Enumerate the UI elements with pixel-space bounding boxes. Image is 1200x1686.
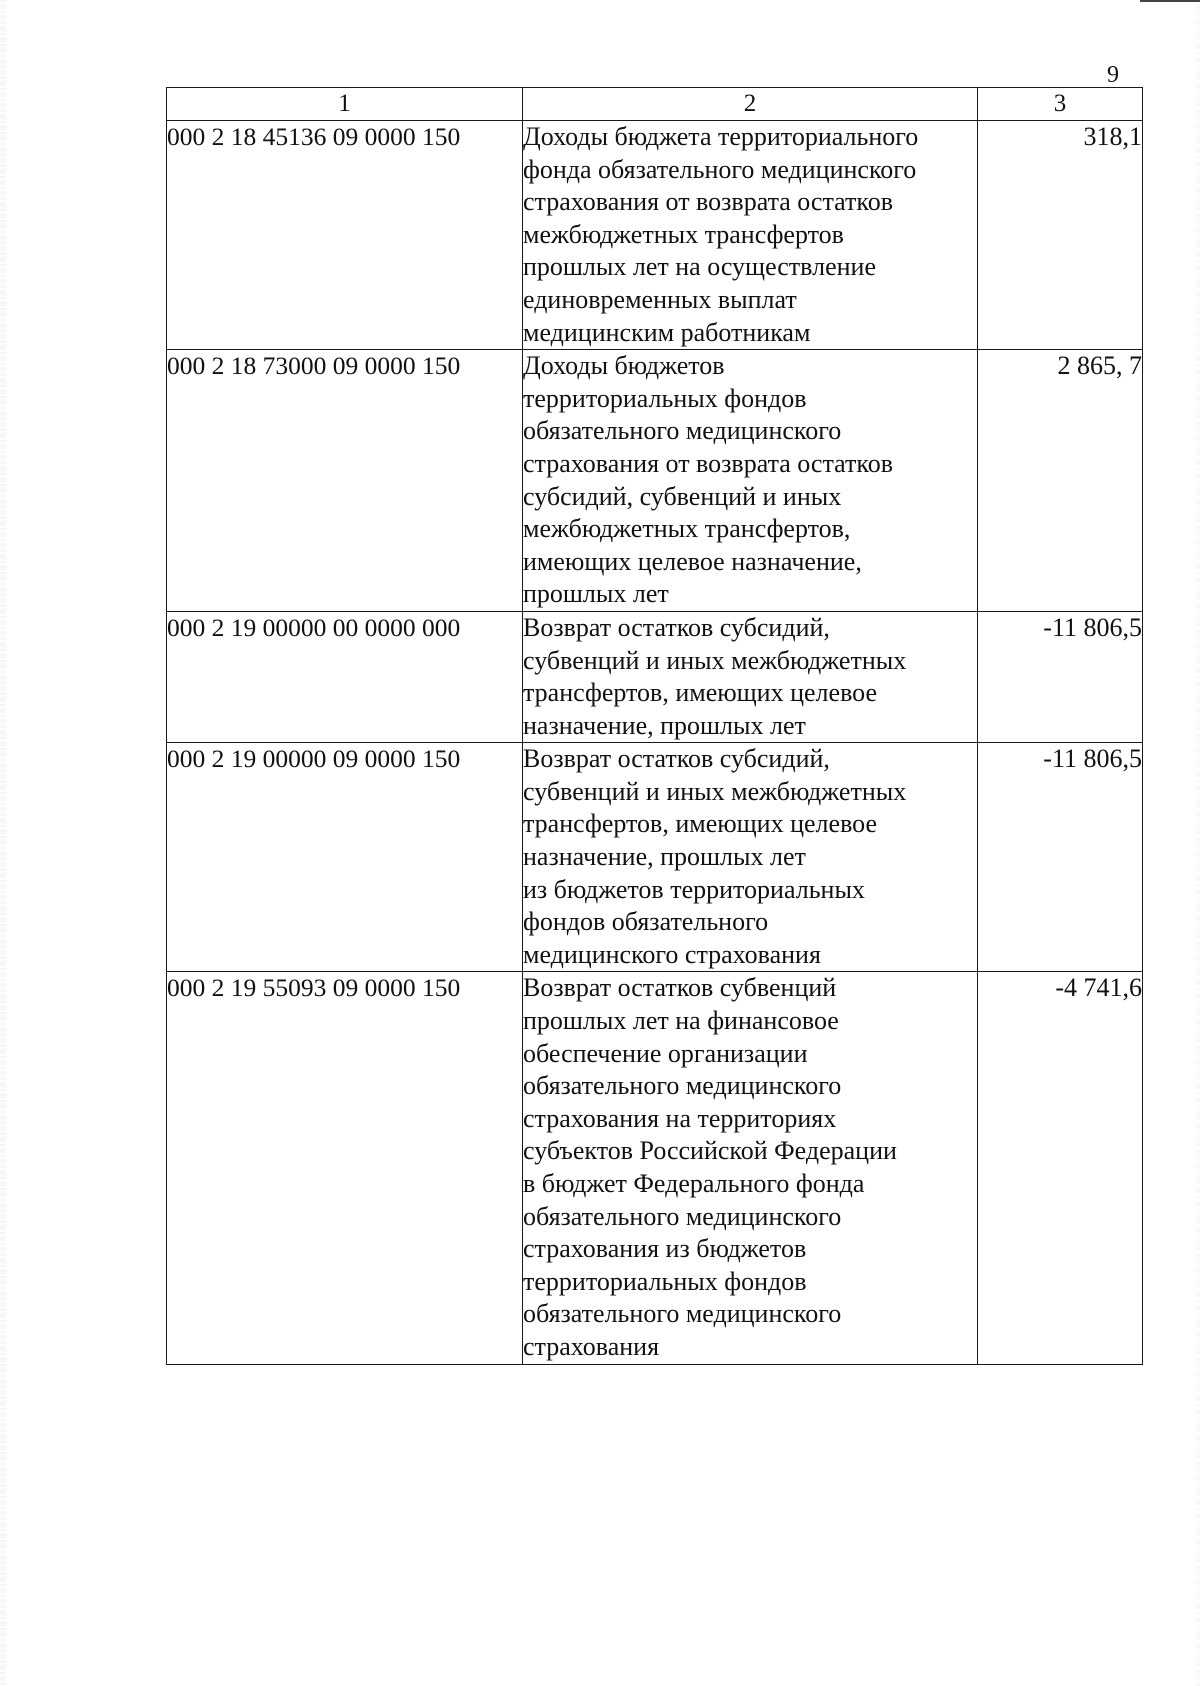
row-description — [523, 350, 978, 612]
description-line: Возврат остатков субсидий, — [523, 744, 830, 774]
description-line: страхования от возврата остатков — [523, 448, 893, 478]
description-line: межбюджетных трансфертов — [523, 219, 844, 249]
description-line: Возврат остатков субсидий, — [523, 612, 830, 642]
row-amount: -4 741,6 — [978, 972, 1143, 1364]
description-line: прошлых лет — [523, 579, 669, 609]
row-amount: -11 806,5 — [978, 743, 1143, 972]
description-line: фонда обязательного медицинского — [523, 154, 917, 184]
table-row — [167, 743, 1143, 972]
description-line: страхования — [523, 1331, 660, 1361]
description-line: назначение, прошлых лет — [523, 842, 806, 872]
description-line: субъектов Российской Федерации — [523, 1136, 897, 1166]
scan-corner-mark — [1140, 0, 1200, 2]
column-header-description: 2 — [523, 88, 978, 121]
table-row — [167, 611, 1143, 742]
column-header-amount: 3 — [978, 88, 1143, 121]
row-description — [523, 972, 978, 1364]
table-row — [167, 121, 1143, 350]
description-line: страхования на территориях — [523, 1103, 837, 1133]
row-amount: 318,1 — [978, 121, 1143, 350]
description-line: субвенций и иных межбюджетных — [523, 776, 907, 806]
description-line: трансфертов, имеющих целевое — [523, 809, 878, 839]
column-header-code: 1 — [167, 88, 523, 121]
description-line: прошлых лет на осуществление — [523, 252, 876, 282]
row-code: 000 2 18 45136 09 0000 150 — [167, 121, 523, 350]
table-row — [167, 972, 1143, 1364]
row-code: 000 2 19 00000 09 0000 150 — [167, 743, 523, 972]
scan-edge-left — [0, 0, 6, 1686]
description-line: фондов обязательного — [523, 907, 769, 937]
row-amount: -11 806,5 — [978, 611, 1143, 742]
description-line: обеспечение организации — [523, 1038, 808, 1068]
table-header-row — [167, 88, 1143, 121]
description-line: субсидий, субвенций и иных — [523, 481, 842, 511]
description-line: Доходы бюджетов — [523, 351, 725, 381]
row-amount: 2 865, 7 — [978, 350, 1143, 612]
table-row — [167, 350, 1143, 612]
description-line: обязательного медицинского — [523, 1201, 842, 1231]
description-line: прошлых лет на финансовое — [523, 1006, 839, 1036]
description-line: имеющих целевое назначение, — [523, 546, 862, 576]
row-description — [523, 743, 978, 972]
description-line: межбюджетных трансфертов, — [523, 514, 851, 544]
row-code: 000 2 18 73000 09 0000 150 — [167, 350, 523, 612]
description-line: трансфертов, имеющих целевое — [523, 678, 878, 708]
description-line: территориальных фондов — [523, 383, 807, 413]
row-code: 000 2 19 00000 00 0000 000 — [167, 611, 523, 742]
description-line: из бюджетов территориальных — [523, 874, 865, 904]
description-line: Возврат остатков субвенций — [523, 973, 837, 1003]
page-number: 9 — [1107, 62, 1119, 88]
description-line: единовременных выплат — [523, 284, 797, 314]
description-line: медицинского страхования — [523, 939, 821, 969]
description-line: назначение, прошлых лет — [523, 710, 806, 740]
description-line: обязательного медицинского — [523, 416, 842, 446]
description-line: медицинским работникам — [523, 317, 811, 347]
description-line: страхования из бюджетов — [523, 1234, 807, 1264]
description-line: обязательного медицинского — [523, 1071, 842, 1101]
row-code: 000 2 19 55093 09 0000 150 — [167, 972, 523, 1364]
description-line: Доходы бюджета территориального — [523, 122, 919, 151]
description-line: в бюджет Федерального фонда — [523, 1169, 865, 1198]
description-line: территориальных фондов — [523, 1266, 807, 1296]
description-line: страхования от возврата остатков — [523, 187, 893, 217]
row-description — [523, 611, 978, 742]
description-line: обязательного медицинского — [523, 1299, 842, 1329]
row-description — [523, 121, 978, 350]
scan-edge-right — [1196, 0, 1200, 1686]
description-line: субвенций и иных межбюджетных — [523, 645, 907, 675]
budget-table — [166, 87, 1143, 1365]
